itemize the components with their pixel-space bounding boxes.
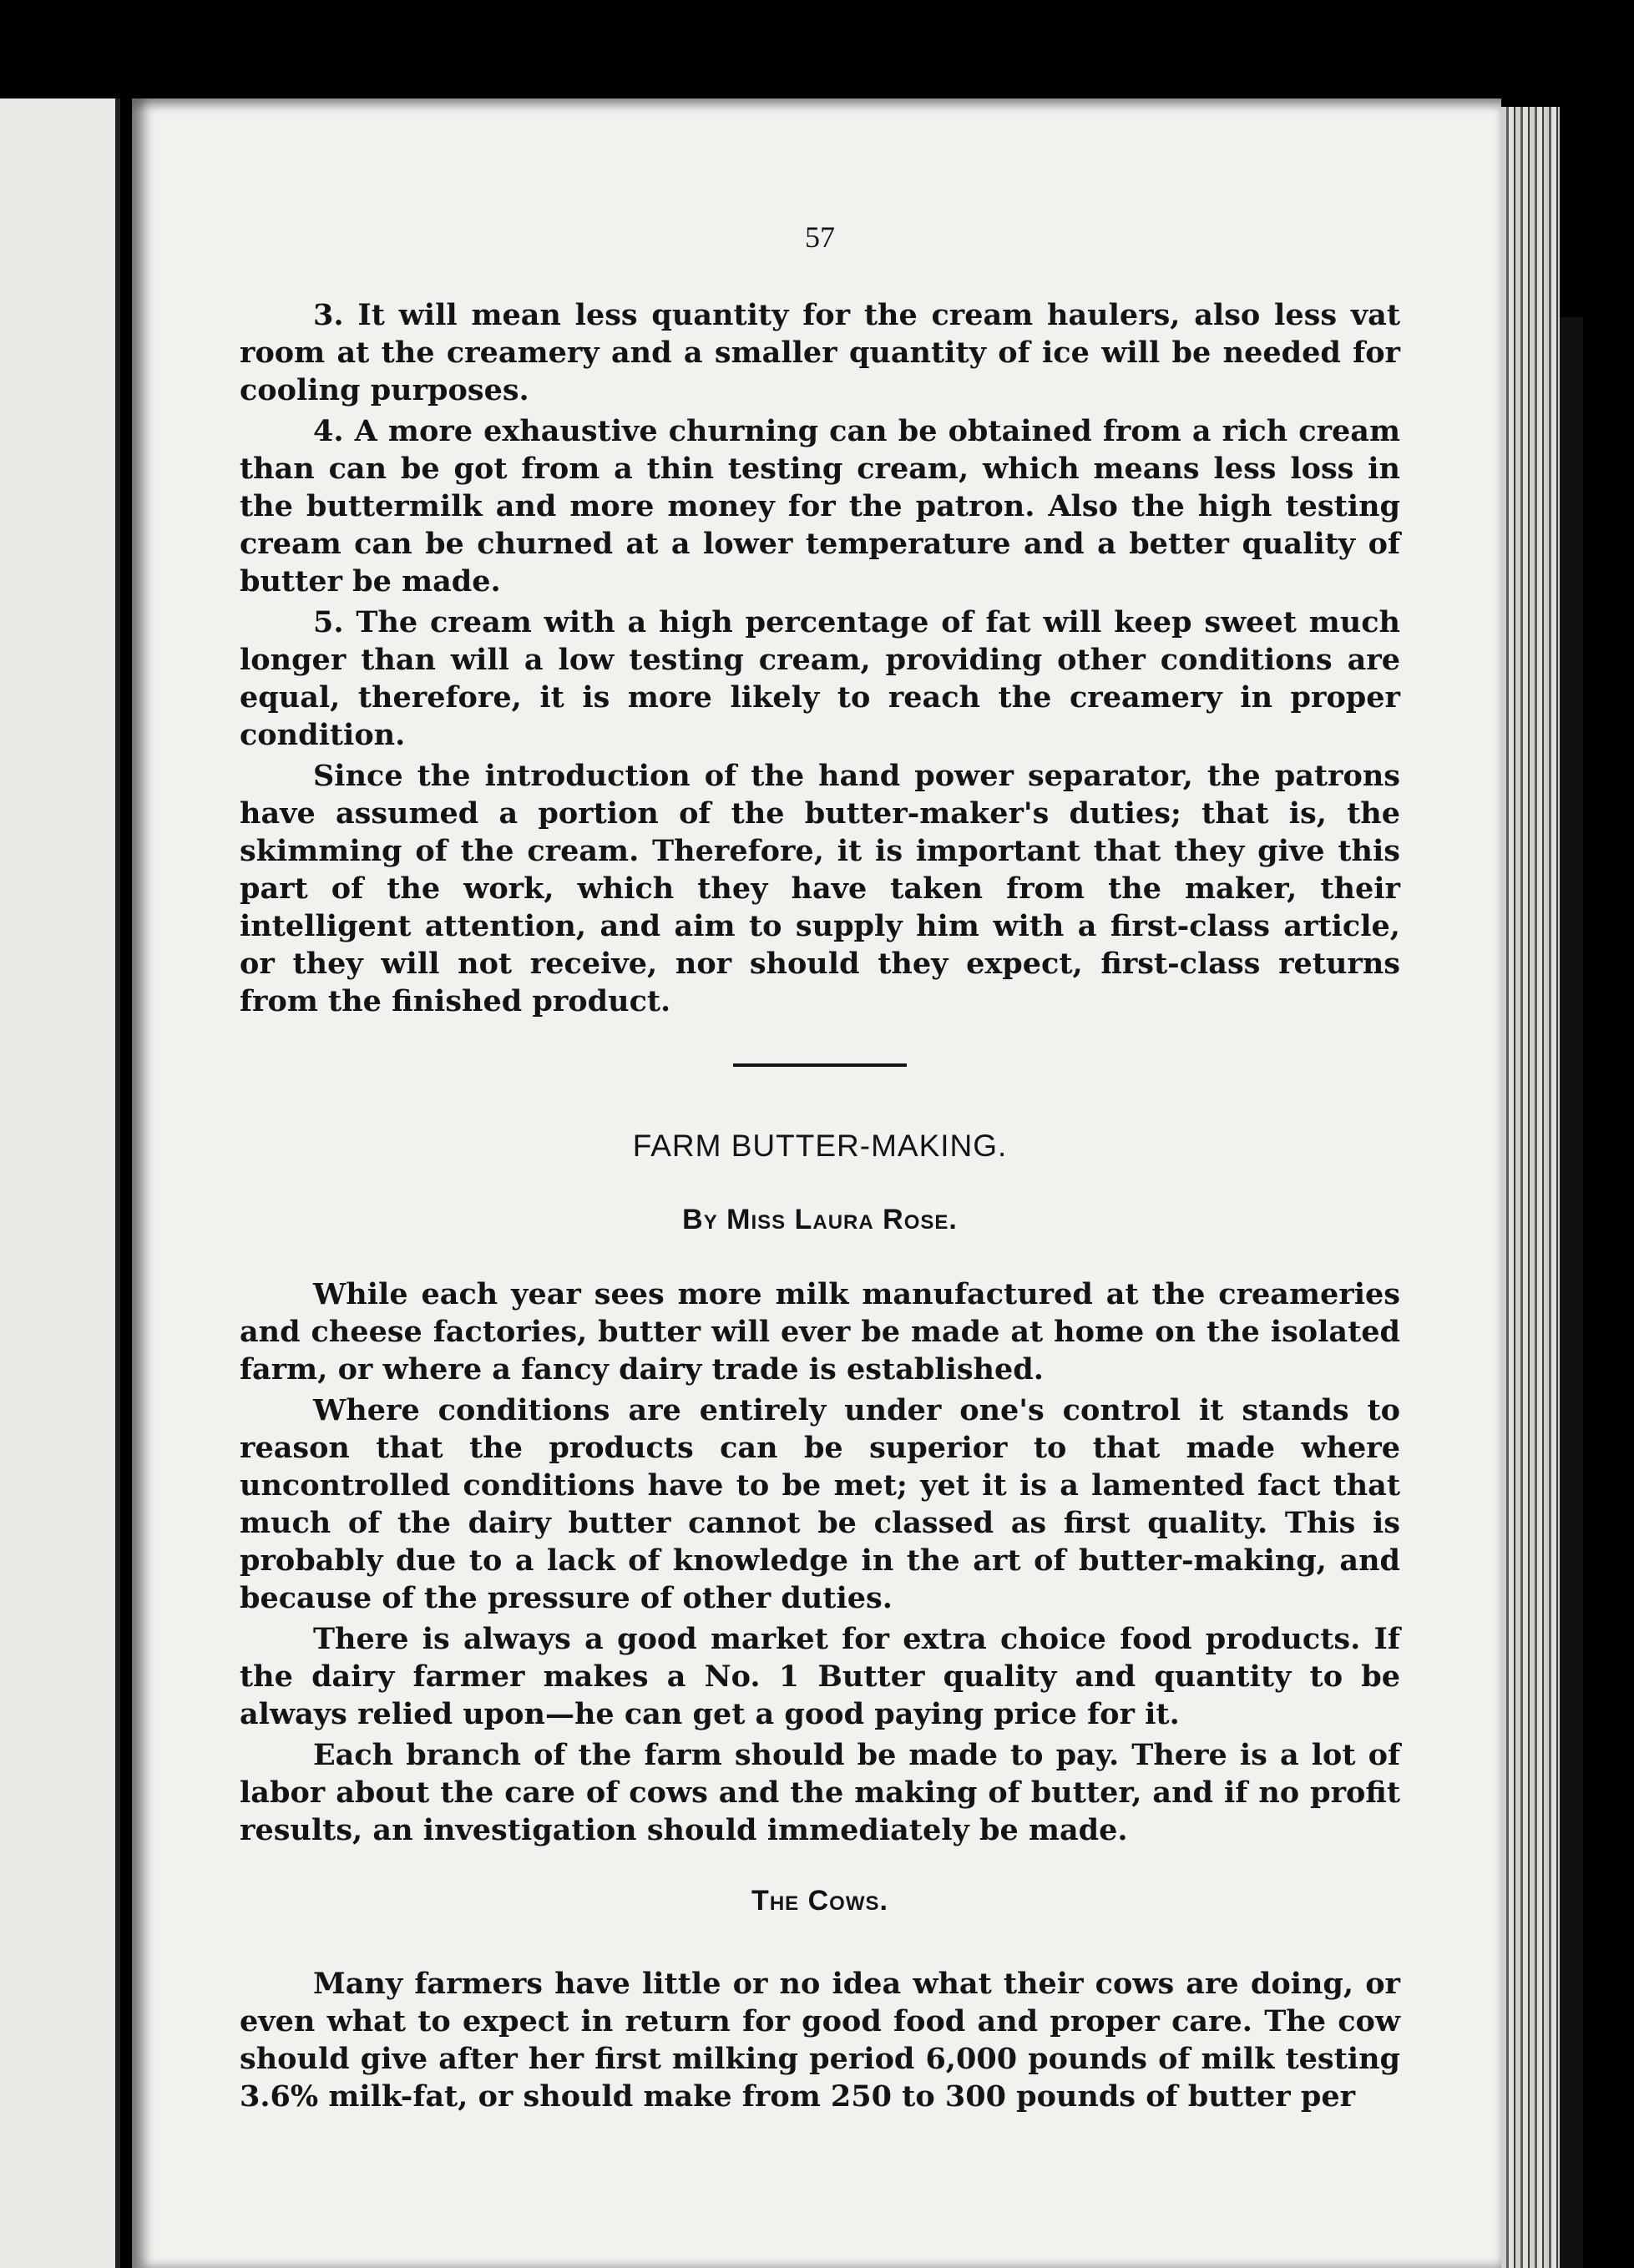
paragraph: 4. A more exhaustive churning can be obtained from a rich cream than can be got from a thin testing cream, which means less loss in the buttermilk and more money for the patron. Also the high testing cream can be churned at a lower temperature and a better quality of butter be made. xyxy=(240,414,1400,599)
article-byline: By Miss Laura Rose. xyxy=(682,1204,958,1235)
page-number: 57 xyxy=(805,220,835,254)
paragraph: 5. The cream with a high percentage of fat will keep sweet much longer than will a low testing cream, providing other conditions are equal, therefore, it is more likely to reach the creamery in proper condition. xyxy=(240,605,1400,752)
article-title: FARM BUTTER-MAKING. xyxy=(632,1129,1008,1163)
section-heading: The Cows. xyxy=(751,1885,888,1917)
left-page-edge xyxy=(0,98,120,2268)
paragraph: Since the introduction of the hand power separator, the patrons have assumed a portion of the butter-maker's duties; that is, the skimming of the cream. Therefore, it is important that they give this part of the work, which they have taken from the maker, their intelligent attention, and aim to supply him with a first-class article, or they will not receive, nor should they expect, first-class returns from the finished product. xyxy=(240,759,1400,1018)
book-cover-edge xyxy=(1560,317,1583,2268)
paragraph: 3. It will mean less quantity for the cream haulers, also less vat room at the creamery and a smaller quantity of ice will be needed for cooling purposes. xyxy=(240,298,1400,407)
paragraph: There is always a good market for extra choice food products. If the dairy farmer makes a No. 1 Butter quality and quantity to be always relied upon—he can get a good paying price for it. xyxy=(240,1622,1400,1731)
paragraph: Each branch of the farm should be made to pay. There is a lot of labor about the care of cows and the making of butter, and if no profit results, an investigation should immediately be made. xyxy=(240,1738,1400,1847)
page-stack-edge xyxy=(1501,107,1560,2268)
paragraph: Many farmers have little or no idea what their cows are doing, or even what to expect in return for good food and proper care. The cow should give after her first milking period 6,000 pounds of milk testing 3.6% milk-fat, or should make from 250 to 300 pounds of butter per xyxy=(240,1967,1400,2114)
paragraph: Where conditions are entirely under one's control it stands to reason that the products can be superior to that made where uncontrolled conditions have to be met; yet it is a lamented fact that much of the dairy butter cannot be classed as first quality. This is probably due to a lack of knowledge in the art of butter-making, and because of the pressure of other duties. xyxy=(240,1393,1400,1615)
section-divider xyxy=(733,1063,907,1067)
page-content xyxy=(240,219,1400,2119)
paragraph: While each year sees more milk manufactured at the creameries and cheese factories, butter will ever be made at home on the isolated farm, or where a fancy dairy trade is established. xyxy=(240,1277,1400,1387)
